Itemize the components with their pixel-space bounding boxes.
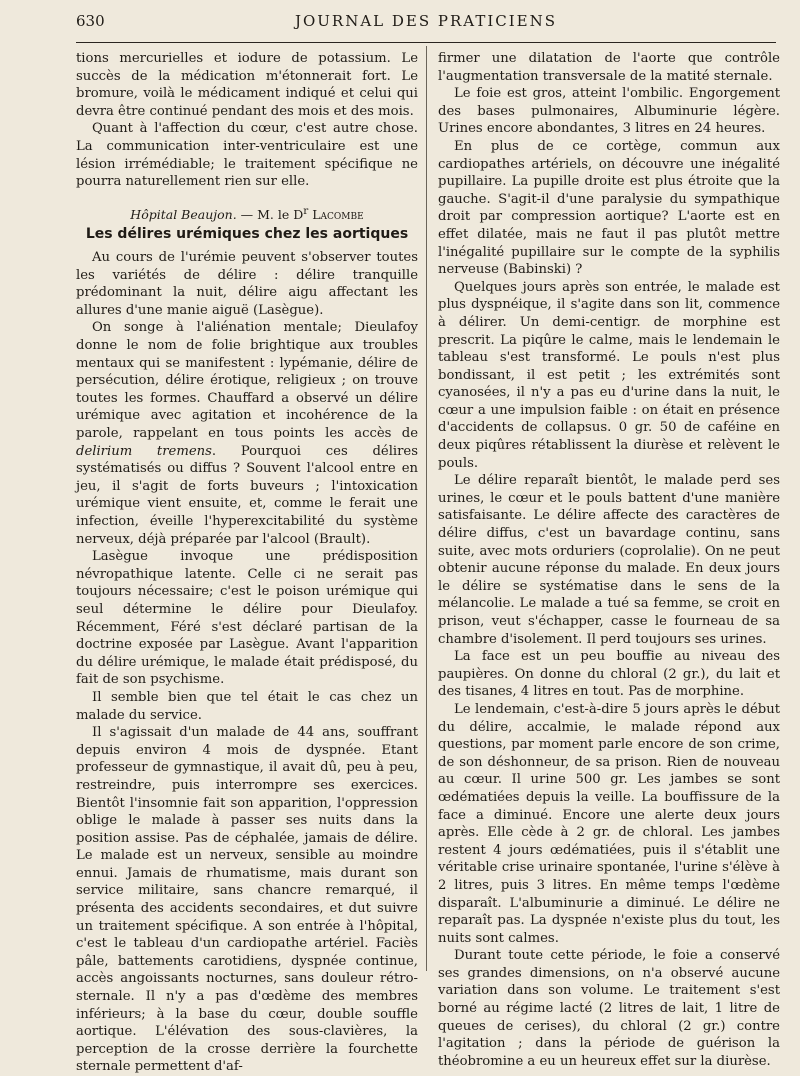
column-divider xyxy=(426,46,427,971)
byline-sup: r xyxy=(303,204,309,217)
paragraph-text: . Pourquoi ces délires systématisés ou diffus ? Souvent l'alcool entre en jeu, il s'agit de forts buveurs ; l'intoxication urémique vient ensuite, et, comme le ferait une infection, éveille l'hyperexcitabilité du système nerveux, déjà préparée par l'alcool (Brault). xyxy=(76,443,419,547)
paragraph: Lasègue invoque une prédisposition névropathique latente. Celle ci ne serait pas toujours nécessaire; c'est le poison urémique qui seul détermine le délire pour Dieulafoy. Récemment, Féré s'est déclaré partisan de la doctrine exposée par Lasègue. Avant l'apparition du délire urémique, le malade était prédisposé, du fait de son psychisme. xyxy=(76,549,418,688)
header-rule xyxy=(76,42,776,43)
page-header xyxy=(76,12,776,36)
paragraph: Le foie est gros, atteint l'ombilic. Engorgement des bases pulmonaires, Albuminurie légère. Urines encore abondantes, 3 litres en 24 heures. xyxy=(438,86,780,137)
paragraph: En plus de ce cortège, commun aux cardiopathes artériels, on découvre une inégalité pupillaire. La pupille droite est plus étroite que la gauche. S'agit-il d'une paralysie du sympathique droit par compression aortique? L'aorte est en effet dilatée, mais ne faut il pas plutôt mettre l'inégalité pupillaire sur le compte de la syphilis nerveuse (Babinski) ? xyxy=(438,138,780,278)
paragraph: Quant à l'affection du cœur, c'est autre chose. La communication inter-ventriculaire est une lésion irrémédiable; le traitement spécifique ne pourra naturellement rien sur elle. xyxy=(76,121,418,190)
byline-doctor: — M. le D xyxy=(236,206,304,222)
left-column xyxy=(76,50,418,1076)
paragraph: firmer une dilatation de l'aorte que contrôle l'augmentation transversale de la matité sternale. xyxy=(438,51,780,84)
paragraph: Il semble bien que tel était le cas chez un malade du service. xyxy=(76,689,418,723)
paragraph: Durant toute cette période, le foie a conservé ses grandes dimensions, on n'a observé aucune variation dans son volume. Le traitement s'est borné au régime lacté (2 litres de lait, 1 litre de queues de cerises), du chloral (2 gr.) contre l'agitation ; dans la période de guérison la théobromine a eu un heureux effet sur la diurèse. xyxy=(438,948,780,1069)
paragraph: Au cours de l'urémie peuvent s'observer toutes les variétés de délire : délire tranquille prédominant la nuit, délire aigu affectant les allures d'une manie aiguë (Lasègue). xyxy=(76,250,418,318)
latin-term: delirium tremens xyxy=(76,443,212,459)
right-column xyxy=(438,50,780,1070)
article-byline xyxy=(76,203,418,224)
paragraph: Le délire reparaît bientôt, le malade perd ses urines, le cœur et le pouls battent d'une manière satisfaisante. Le délire affecte des caractères de délire diffus, c'est un bavardage continu, sans suite, avec mots orduriers (coprolalie). On ne peut obtenir aucune réponse du malade. En deux jours le délire se systématise dans le sens de la mélancolie. Le malade a tué sa femme, se croit en prison, veut s'échapper, casse le fourneau de sa chambre d'isolement. Il perd toujours ses urines. xyxy=(438,473,780,647)
paragraph xyxy=(76,319,418,548)
paragraph: Quelques jours après son entrée, le malade est plus dyspnéique, il s'agite dans son lit, commence à délirer. Un demi-centigr. de morphine est prescrit. La piqûre le calme, mais le lendemain le tableau s'est transformé. Le pouls n'est plus bondissant, il est petit ; les extrémités sont cyanosées, il n'y a pas eu d'urine dans la nuit, le cœur a une impulsion faible : on était en présence d'accidents de collapsus. 0 gr. 50 de caféine en deux piqûres rétablissent la diurèse et relèvent le pouls. xyxy=(438,279,780,471)
byline-hospital: Hôpital Beaujon. xyxy=(130,206,237,222)
article-title: Les délires urémiques chez les aortiques xyxy=(85,225,409,242)
paragraph: tions mercurielles et iodure de potassium. Le succès de la médication m'étonnerait fort. Le bromure, voilà le médicament indiqué et celui qui devra être continué pendant des mois et des mois. xyxy=(76,51,418,119)
byline-name: Lacombe xyxy=(308,206,364,222)
paragraph: Le lendemain, c'est-à-dire 5 jours après le début du délire, accalmie, le malade répond aux questions, par moment parle encore de son crime, de son déshonneur, de sa prison. Rien de nouveau au cœur. Il urine 500 gr. Les jambes se sont œdématiées depuis la veille. La bouffissure de la face a diminué. Encore une alerte deux jours après. Elle cède à 2 gr. de chloral. Les jambes restent 4 jours œdématiées, puis il s'établit une véritable crise urinaire spontanée, l'urine s'élève à 2 litres, puis 3 litres. En même temps l'œdème disparaît. L'albuminurie a diminué. Le délire ne reparaît pas. La dyspnée n'existe plus du tout, les nuits sont calmes. xyxy=(438,701,780,946)
paragraph: La face est un peu bouffie au niveau des paupières. On donne du chloral (2 gr.), du lait et des tisanes, 4 litres en tout. Pas de morphine. xyxy=(438,649,780,700)
paragraph: Il s'agissait d'un malade de 44 ans, souffrant depuis environ 4 mois de dyspnée. Etant professeur de gymnastique, il avait dû, peu à peu, restreindre, puis interrompre ses exercices. Bientôt l'insomnie fait son apparition, l'oppression oblige le malade à passer ses nuits dans la position assise. Pas de céphalée, jamais de délire. Le malade est un nerveux, sensible au moindre ennui. Jamais de rhumatisme, mais durant son service militaire, sans chancre remarqué, il présenta des accidents secondaires, et dut suivre un traitement spécifique. A son entrée à l'hôpital, c'est le tableau d'un cardiopathe artériel. Faciès pâle, battements carotidiens, dyspnée continue, accès angoissants nocturnes, sans douleur rétro-sternale. Il n'y a pas d'œdème des membres inférieurs; à la base du cœur, double souffle aortique. L'élévation des sous-clavières, la perception de la crosse derrière la fourchette sternale permettent d'af- xyxy=(76,725,418,1075)
page-number: 630 xyxy=(76,12,105,30)
running-title: JOURNAL DES PRATICIENS xyxy=(294,12,558,30)
paragraph-text: On songe à l'aliénation mentale; Dieulafoy donne le nom de folie brightique aux troubles mentaux qui se manifestent : lypémanie, délire de persécution, délire érotique, religieux ; on trouve toutes les formes. Chauffard a observé un délire urémique avec agitation et incohérence de la parole, rappelant en tous points les accès de xyxy=(76,320,418,442)
